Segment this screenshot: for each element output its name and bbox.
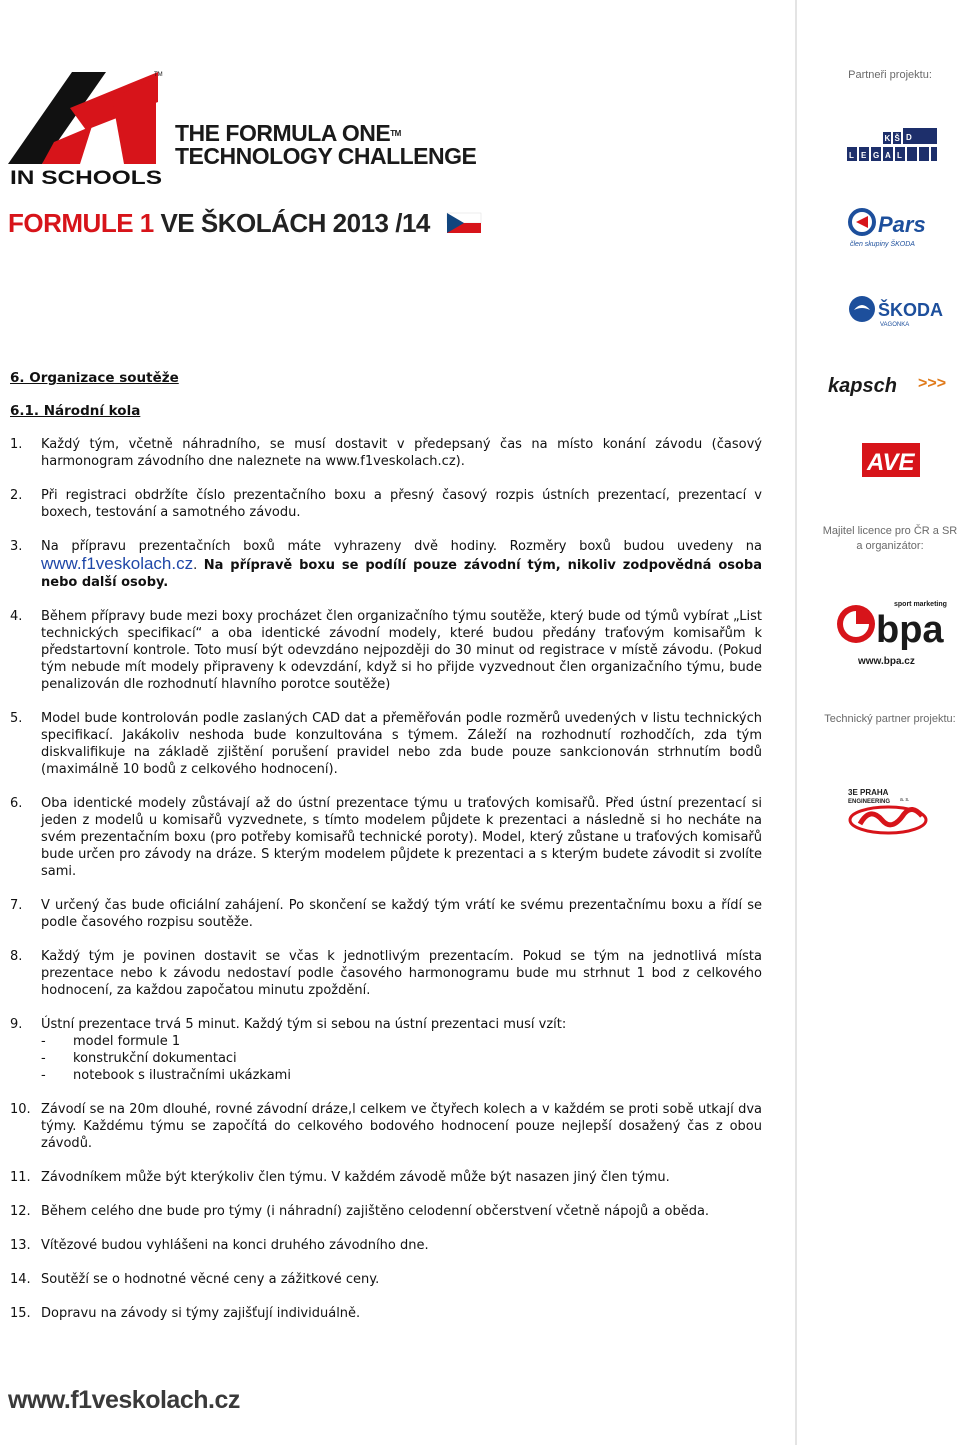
- partners-caption: Partneři projektu:: [848, 69, 932, 81]
- bring-list-item: - notebook s ilustračními ukázkami: [41, 1068, 291, 1083]
- rule-text: Soutěží se o hodnotné věcné ceny a zážitkové ceny.: [41, 1272, 380, 1287]
- svg-text:ŠKODA: ŠKODA: [878, 300, 944, 320]
- rule-text: Během přípravy bude mezi boxy procházet člen organizačního týmu soutěže, který bude od týmů vybírat „List technických specifikací“ a oba identické závodní modely, které budou předány traťovým komisařům k předstartovní kontrole. Toto musí být odevzdáno nejpozději do 30 minut od registrace v místě závodu. (Pokud tým nebude mít modely připraveny k odevzdání, když si ho přijde vyzvednout člen organizačního týmu, bude penalizován dle rozhodnutí hlavního porotce soutěže): [41, 609, 762, 692]
- rule-number: 3.: [10, 539, 23, 554]
- svg-text:Š: Š: [894, 134, 900, 143]
- bpa-logo: [836, 598, 948, 670]
- rule-item-9: [10, 1016, 762, 1084]
- rule-item-1: [10, 436, 762, 470]
- bring-list-item: - konstrukční dokumentaci: [41, 1051, 237, 1066]
- ksd-legal-logo: [847, 128, 937, 164]
- rule-text: Oba identické modely zůstávají až do ústní prezentace týmu u traťových komisařů. Před ústní prezentací si jeden z modelů u komisařů vyzvednete, s tímto modelem půjdete k prezentaci a následně si ho necháte na svém prezentačním boxu (pro potřeby komisařů technické poroty). Model, který zůstane u traťových komisařů bude určen pro závody na dráze. S kterým modelem půjdete k prezentaci a s kterým budete závodit si zvolíte sami.: [41, 796, 762, 879]
- skoda-vagonka-logo: [848, 294, 944, 328]
- license-caption: Majitel licence pro ČR a SR a organizátor:: [822, 525, 958, 552]
- svg-text:člen skupiny ŠKODA: člen skupiny ŠKODA: [850, 241, 915, 248]
- svg-text:D: D: [906, 133, 912, 142]
- rule-text: Ústní prezentace trvá 5 minut. Každý tým si sebou na ústní prezentaci musí vzít:: [41, 1017, 567, 1032]
- rule-item-10: [10, 1101, 762, 1152]
- svg-text:Pars: Pars: [878, 212, 926, 237]
- svg-text:3E PRAHA: 3E PRAHA: [848, 788, 889, 797]
- rule-item-6: [10, 795, 762, 880]
- svg-text:K: K: [884, 134, 891, 143]
- tech-partner-caption: Technický partner projektu:: [824, 713, 956, 725]
- rule-item-14: [10, 1271, 762, 1288]
- bring-list-item: - model formule 1: [41, 1034, 181, 1049]
- pars-logo: [848, 208, 934, 248]
- rule-text-sep: .: [193, 558, 204, 573]
- svg-text:L: L: [849, 151, 854, 160]
- rule-number: 11.: [10, 1170, 31, 1185]
- rule-item-5: [10, 710, 762, 778]
- rule-item-3: [10, 538, 762, 591]
- svg-text:bpa: bpa: [876, 609, 944, 651]
- rule-number: 7.: [10, 898, 23, 913]
- sidebar-divider: [795, 0, 797, 1445]
- rule-number: 12.: [10, 1204, 31, 1219]
- svg-text:E: E: [861, 151, 867, 160]
- rule-item-12: [10, 1203, 762, 1220]
- rule-text: Na přípravu prezentačních boxů máte vyhrazeny dvě hodiny. Rozměry boxů budou uvedeny na: [41, 539, 762, 554]
- svg-text:sport marketing: sport marketing: [894, 601, 947, 608]
- svg-text:A: A: [885, 151, 891, 160]
- rule-number: 13.: [10, 1238, 31, 1253]
- svg-text:TM: TM: [154, 72, 163, 78]
- 3e-praha-logo: [846, 786, 936, 836]
- event-title-dark: VE ŠKOLÁCH 2013 /14: [160, 208, 430, 238]
- rule-item-2: [10, 487, 762, 521]
- rule-item-8: [10, 948, 762, 999]
- rule-number: 9.: [10, 1017, 23, 1032]
- svg-text:kapsch: kapsch: [828, 375, 897, 397]
- rule-number: 8.: [10, 949, 23, 964]
- section-title: 6. Organizace soutěže: [10, 370, 179, 386]
- rule-number: 2.: [10, 488, 23, 503]
- rule-item-15: [10, 1305, 762, 1322]
- ave-logo: [862, 443, 920, 477]
- svg-text:IN SCHOOLS: IN SCHOOLS: [10, 168, 162, 189]
- rule-text: Závodí se na 20m dlouhé, rovné závodní dráze,l celkem ve čtyřech kolech a v každém se proti sobě utkají dva týmy. Každému týmu se započítá do celkového bodového hodnocení pouze nejlepší dosažený čas z obou závodů.: [41, 1102, 762, 1151]
- rule-text: Během celého dne bude pro týmy (i náhradní) zajištěno celodenní občerstvení včetně nápojů a oběda.: [41, 1204, 710, 1219]
- svg-text:a. s.: a. s.: [900, 797, 910, 803]
- f1-in-schools-logo: [8, 68, 164, 188]
- rule-text: Vítězové budou vyhlášeni na konci druhého závodního dne.: [41, 1238, 429, 1253]
- rule-text: Model bude kontrolován podle zaslaných CAD dat a přeměřován podle rozměrů uvedených v listu technických specifikací. Jakákoliv neshoda bude konzultována s týmem. Záleží na rozhodnutí rozhodčích, zda tým diskvalifikuje na základě zjištění porušení pravidel nebo zda bude pouze sankcionován strhnutím bodů (maximálně 10 bodů z celkového hodnocení).: [41, 711, 762, 777]
- tagline-tm: TM: [390, 129, 401, 138]
- rule-number: 6.: [10, 796, 23, 811]
- svg-text:www.bpa.cz: www.bpa.cz: [858, 656, 915, 667]
- rule-text: Každý tým, včetně náhradního, se musí dostavit v předepsaný čas na místo konání závodu (časový harmonogram závodního dne naleznete na www.f1veskolach.cz).: [41, 437, 762, 469]
- svg-text:L: L: [897, 151, 902, 160]
- rule-item-4: [10, 608, 762, 693]
- footer-website-url[interactable]: www.f1veskolach.cz: [8, 1386, 240, 1414]
- tagline-line1: THE FORMULA ONE: [175, 120, 391, 146]
- rule-text: Každý tým je povinen dostavit se včas k jednotlivým prezentacím. Pokud se tým na jednotlivá místa prezentace nebo k závodu nedostaví podle časového harmonogramu bude mu strhnut 1 bod z celkového hodnocení, za každou započatou minutu zpoždění.: [41, 949, 762, 998]
- kapsch-logo: [828, 370, 956, 398]
- event-title: [8, 208, 430, 239]
- rule-text: Dopravu na závody si týmy zajišťují individuálně.: [41, 1306, 361, 1321]
- rule-number: 15.: [10, 1306, 31, 1321]
- rule-text: Závodníkem může být kterýkoliv člen týmu. V každém závodě může být nasazen jiný člen týmu.: [41, 1170, 670, 1185]
- svg-text:G: G: [873, 151, 880, 160]
- event-title-red: FORMULE 1: [8, 208, 154, 238]
- rule-number: 14.: [10, 1272, 31, 1287]
- svg-text:VAGONKA: VAGONKA: [880, 322, 910, 328]
- rule-text: V určený čas bude oficiální zahájení. Po skončení se každý tým vrátí ke svému prezentačnímu boxu a řídí se podle časového rozpisu soutěže.: [41, 898, 762, 930]
- rule-text: Při registraci obdržíte číslo prezentačního boxu a přesný časový rozpis ústních prezentací, prezentací v boxech, testování a samotného závodu.: [41, 488, 762, 520]
- tagline: [175, 122, 476, 168]
- czech-flag-icon: [447, 213, 481, 233]
- website-link[interactable]: www.f1veskolach.cz: [41, 554, 194, 573]
- rule-item-13: [10, 1237, 762, 1254]
- rule-number: 5.: [10, 711, 23, 726]
- svg-text:ENGINEERING: ENGINEERING: [848, 799, 891, 805]
- rule-number: 10.: [10, 1102, 31, 1117]
- rule-number: 1.: [10, 437, 23, 452]
- rules-content: [10, 370, 762, 1339]
- rule-item-11: [10, 1169, 762, 1186]
- tagline-line2: TECHNOLOGY CHALLENGE: [175, 143, 477, 169]
- rule-text-bold: Na přípravě boxu se podílí pouze závodní tým, nikoliv zodpovědná osoba nebo další osoby.: [41, 558, 762, 590]
- svg-text:>>>: >>>: [918, 375, 947, 392]
- section-subtitle: 6.1. Národní kola: [10, 403, 141, 419]
- rule-item-7: [10, 897, 762, 931]
- rule-number: 4.: [10, 609, 23, 624]
- svg-text:AVE: AVE: [867, 449, 915, 476]
